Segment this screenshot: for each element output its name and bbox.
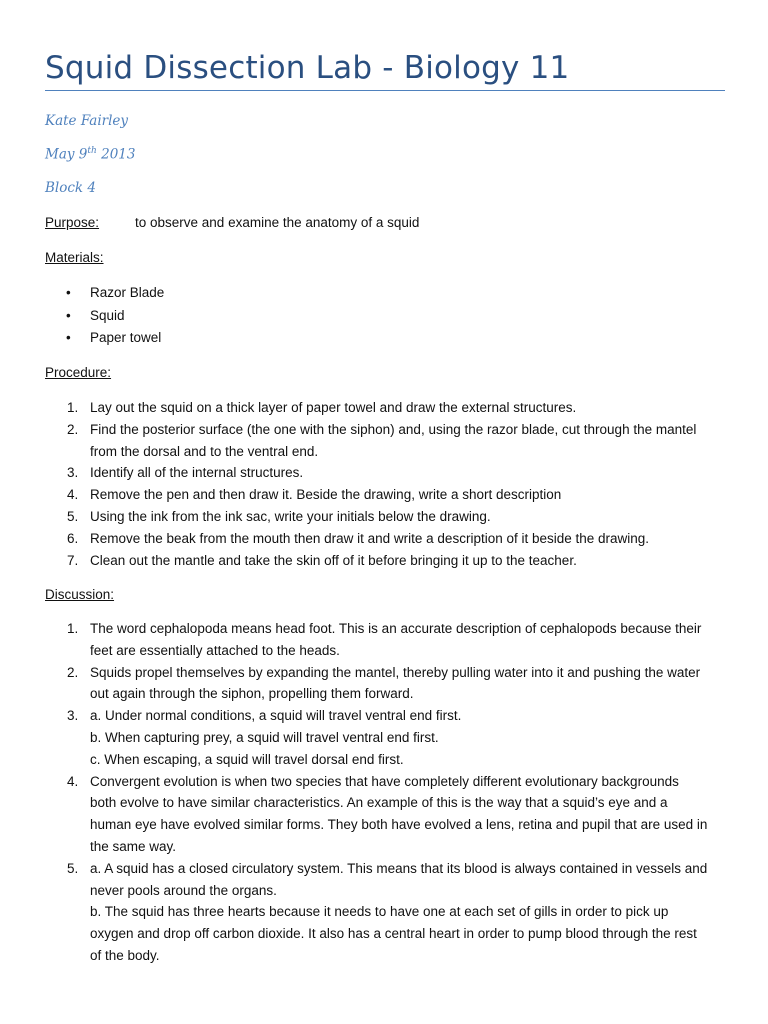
item-number: 2. bbox=[67, 664, 79, 680]
list-item bbox=[45, 397, 735, 419]
date-month-day: May 9 bbox=[45, 146, 88, 163]
item-number: 1. bbox=[67, 400, 79, 415]
item-text: the same way. bbox=[90, 838, 177, 854]
item-text: b. When capturing prey, a squid will travel ventral end first. bbox=[90, 729, 439, 745]
list-item bbox=[45, 284, 164, 307]
list-item bbox=[45, 528, 735, 550]
item-text: The word cephalopoda means head foot. This is an accurate description of cephalopods because their bbox=[90, 621, 702, 636]
bullet-icon: • bbox=[66, 330, 71, 345]
purpose-text: to observe and examine the anatomy of a squid bbox=[135, 215, 420, 230]
item-number: 5. bbox=[67, 508, 79, 524]
item-text: never pools around the organs. bbox=[90, 882, 277, 898]
date-year: 2013 bbox=[96, 146, 136, 163]
item-text: both evolve to have similar characteristics. An example of this is the way that a squid’s eye and a bbox=[90, 795, 668, 811]
item-text: Remove the beak from the mouth then draw it and write a description of it beside the drawing. bbox=[90, 530, 650, 546]
document-date bbox=[45, 146, 135, 163]
list-item bbox=[45, 550, 735, 572]
author-name: Kate Fairley bbox=[45, 113, 129, 129]
list-item bbox=[45, 858, 735, 967]
item-text: oxygen and drop off carbon dioxide. It also has a central heart in order to pump blood through the rest bbox=[90, 926, 697, 942]
item-text: Lay out the squid on a thick layer of paper towel and draw the external structures. bbox=[90, 400, 577, 415]
item-text: Identify all of the internal structures. bbox=[90, 465, 304, 481]
item-text: a. A squid has a closed circulatory system. This means that its blood is always contained in vessels and bbox=[90, 860, 708, 876]
item-number: 5. bbox=[67, 860, 79, 876]
item-number: 7. bbox=[67, 552, 79, 568]
document-title: Squid Dissection Lab - Biology 11 bbox=[45, 50, 725, 91]
item-text: Remove the pen and then draw it. Beside the drawing, write a short description bbox=[90, 487, 562, 503]
list-item bbox=[45, 329, 164, 352]
list-item bbox=[45, 462, 735, 484]
item-number: 3. bbox=[67, 708, 79, 724]
material-item: Razor Blade bbox=[90, 285, 165, 300]
list-item bbox=[45, 506, 735, 528]
list-item bbox=[45, 484, 735, 506]
item-text: human eye have evolved similar forms. They both have evolved a lens, retina and pupil that are used in bbox=[90, 817, 708, 833]
item-number: 2. bbox=[67, 421, 79, 437]
procedure-list bbox=[45, 397, 735, 571]
item-text: of the body. bbox=[90, 947, 160, 963]
item-text: c. When escaping, a squid will travel dorsal end first. bbox=[90, 751, 404, 767]
materials-list bbox=[45, 284, 164, 352]
material-item: Squid bbox=[90, 307, 125, 323]
item-number: 4. bbox=[67, 487, 79, 503]
purpose-heading: Purpose: bbox=[45, 215, 100, 230]
bullet-icon: • bbox=[66, 285, 71, 300]
item-text: Using the ink from the ink sac, write your initials below the drawing. bbox=[90, 508, 491, 524]
list-item bbox=[45, 419, 735, 463]
item-text: out again through the siphon, propelling them forward. bbox=[90, 686, 414, 702]
item-number: 6. bbox=[67, 530, 79, 546]
item-text: feet are essentially attached to the heads. bbox=[90, 642, 340, 658]
list-item bbox=[45, 618, 735, 662]
materials-heading: Materials: bbox=[45, 250, 104, 265]
item-text: Convergent evolution is when two species that have completely different evolutionary backgrounds bbox=[90, 773, 679, 789]
bullet-icon: • bbox=[66, 307, 71, 323]
item-text: Clean out the mantle and take the skin off of it before bringing it up to the teacher. bbox=[90, 552, 577, 568]
item-number: 3. bbox=[67, 465, 79, 481]
list-item bbox=[45, 771, 735, 858]
item-text: from the dorsal and to the ventral end. bbox=[90, 443, 319, 459]
material-item: Paper towel bbox=[90, 330, 162, 345]
discussion-list bbox=[45, 618, 735, 967]
item-text: a. Under normal conditions, a squid will travel ventral end first. bbox=[90, 708, 462, 724]
list-item bbox=[45, 705, 735, 770]
item-number: 1. bbox=[67, 621, 79, 636]
date-suffix: th bbox=[87, 146, 97, 156]
item-text: Find the posterior surface (the one with the siphon) and, using the razor blade, cut through the mantel bbox=[90, 421, 697, 437]
procedure-heading: Procedure: bbox=[45, 365, 112, 380]
list-item bbox=[45, 662, 735, 706]
block-label: Block 4 bbox=[45, 180, 96, 196]
item-text: Squids propel themselves by expanding the mantel, thereby pulling water into it and pushing the water bbox=[90, 664, 701, 680]
item-text: b. The squid has three hearts because it needs to have one at each set of gills in order to pick up bbox=[90, 904, 669, 920]
list-item bbox=[45, 307, 164, 330]
item-number: 4. bbox=[67, 773, 79, 789]
discussion-heading: Discussion: bbox=[45, 587, 115, 602]
